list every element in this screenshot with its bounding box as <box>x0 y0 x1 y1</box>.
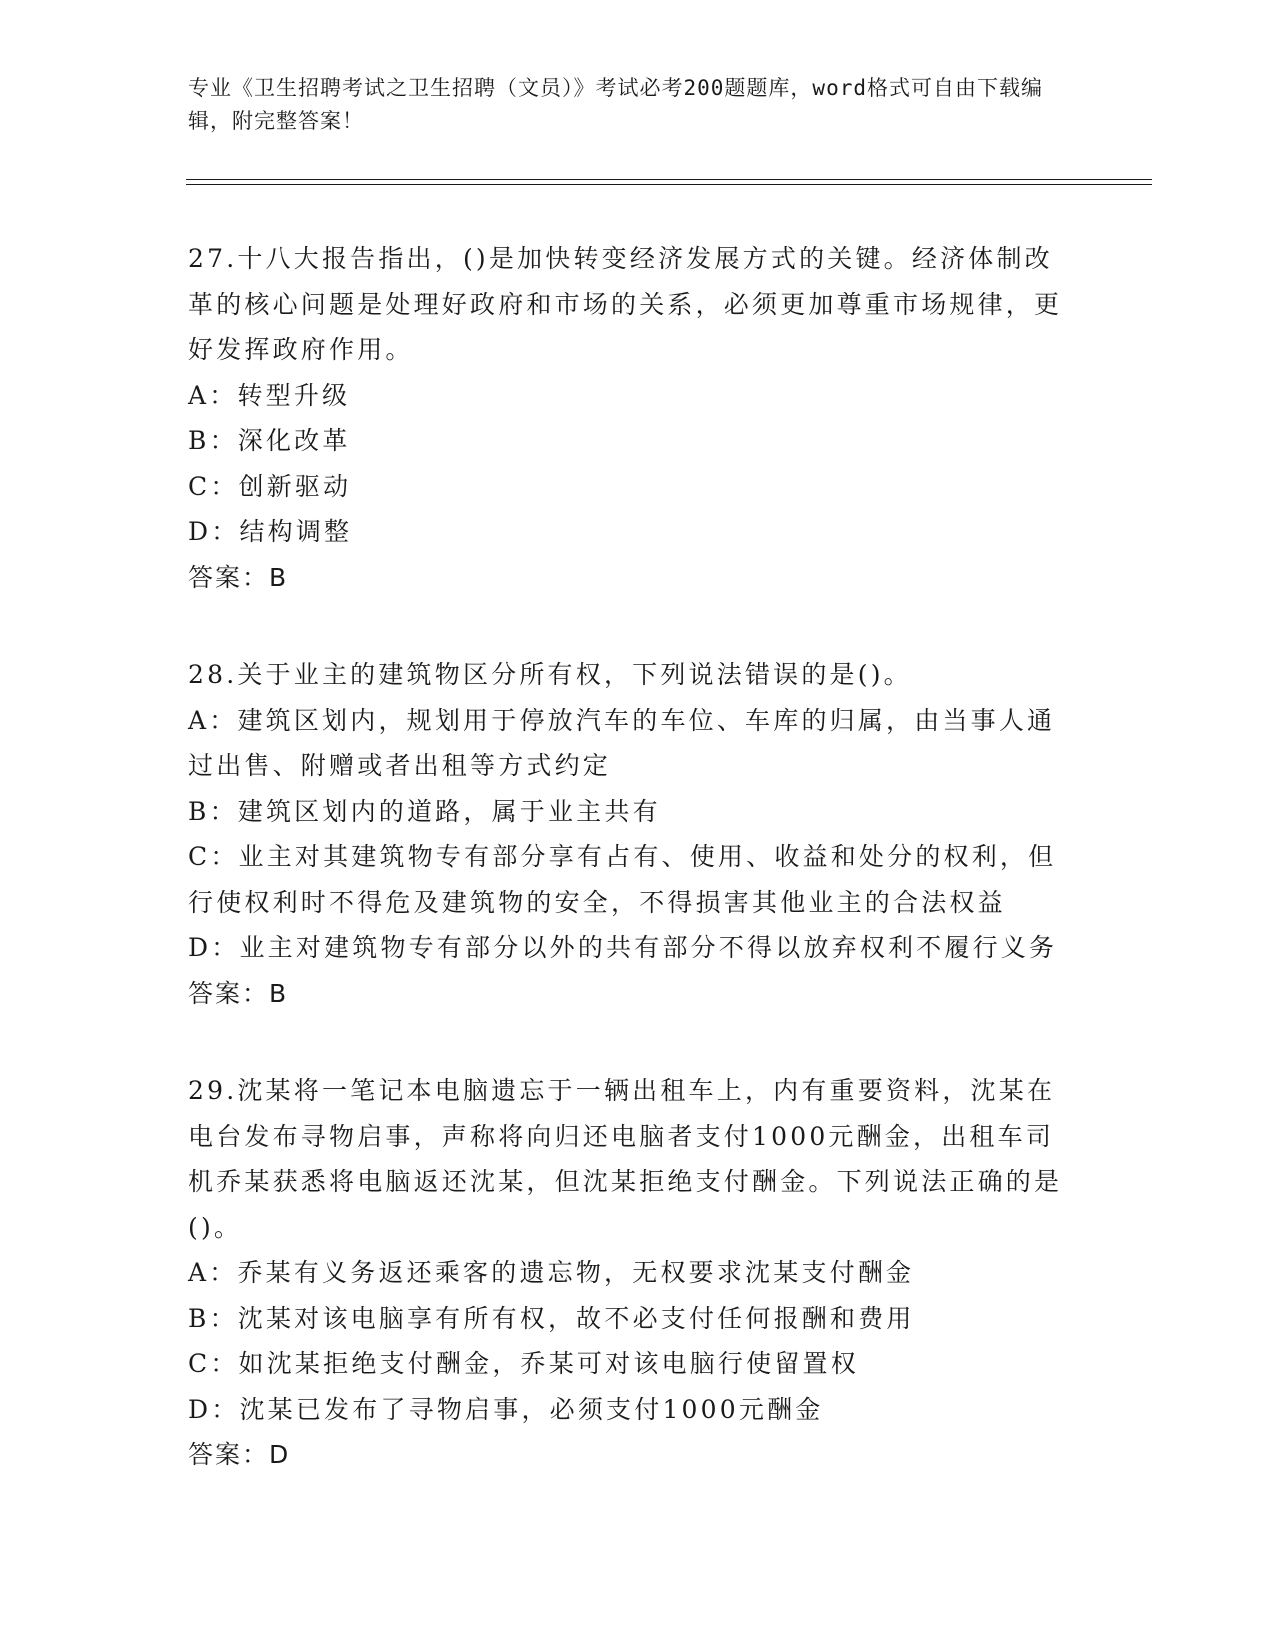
question-stem: 27.十八大报告指出，()是加快转变经济发展方式的关键。经济体制改革的核心问题是处理好政府和市场的关系，必须更加尊重市场规律，更好发挥政府作用。 <box>188 244 1063 364</box>
question-27 <box>188 236 1078 600</box>
header-divider-bottom <box>186 184 1152 185</box>
option-c: C：创新驱动 <box>188 471 352 501</box>
question-28 <box>188 652 1078 1016</box>
answer: 答案：B <box>188 978 289 1008</box>
option-d: D：结构调整 <box>188 517 353 546</box>
option-c: C：如沈某拒绝支付酬金，乔某可对该电脑行使留置权 <box>188 1349 859 1378</box>
question-list <box>188 236 1078 1530</box>
option-a: A：建筑区划内，规划用于停放汽车的车位、车库的归属，由当事人通过出售、附赠或者出租等方式约定 <box>188 705 1056 780</box>
option-a: A：乔某有义务返还乘客的遗忘物，无权要求沈某支付酬金 <box>188 1258 915 1287</box>
option-b: B：建筑区划内的道路，属于业主共有 <box>188 796 661 826</box>
question-stem: 29.沈某将一笔记本电脑遗忘于一辆出租车上，内有重要资料，沈某在电台发布寻物启事，声称将向归还电脑者支付1000元酬金，出租车司机乔某获悉将电脑返还沈某，但沈某拒绝支付酬金。下列说法正确的是()。 <box>188 1076 1063 1242</box>
option-d: D：业主对建筑物专有部分以外的共有部分不得以放弃权利不履行义务 <box>188 933 1058 962</box>
option-c: C：业主对其建筑物专有部分享有占有、使用、收益和处分的权利，但行使权利时不得危及建筑物的安全，不得损害其他业主的合法权益 <box>188 842 1057 917</box>
answer: 答案：B <box>188 562 289 592</box>
option-b: B：沈某对该电脑享有所有权，故不必支付任何报酬和费用 <box>188 1303 915 1333</box>
answer: 答案：D <box>188 1440 291 1469</box>
option-a: A：转型升级 <box>188 380 351 410</box>
question-29 <box>188 1068 1078 1478</box>
document-header: 专业《卫生招聘考试之卫生招聘（文员）》考试必考200题题库，word格式可自由下载编辑，附完整答案！ <box>188 76 1043 133</box>
option-b: B：深化改革 <box>188 426 351 455</box>
question-stem: 28.关于业主的建筑物区分所有权，下列说法错误的是()。 <box>188 660 912 689</box>
header-divider-top <box>186 179 1152 180</box>
option-d: D：沈某已发布了寻物启事，必须支付1000元酬金 <box>188 1394 824 1424</box>
